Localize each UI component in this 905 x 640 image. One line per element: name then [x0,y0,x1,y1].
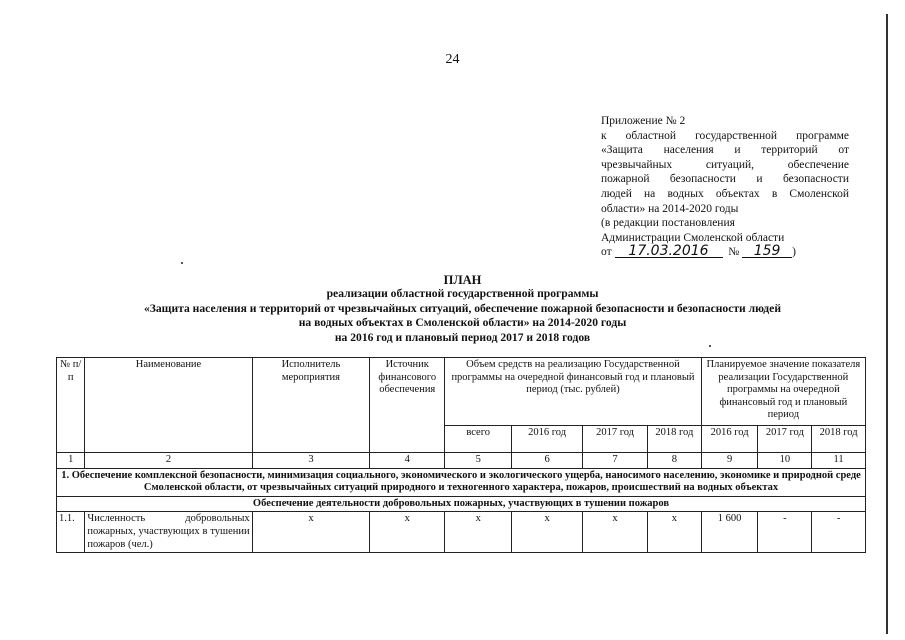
title-line: «Защита населения и территорий от чрезвычайных ситуаций, обеспечение пожарной безопасности и безопасности людей [143,301,782,315]
handwritten-number: 159 [742,245,792,258]
header-planned: Планируемое значение показателя реализации Государственной программы на очередной финансовый год и плановый период [701,358,865,426]
col-number: 8 [647,453,701,469]
title-line: на 2016 год и плановый период 2017 и 2018 годов [334,330,591,344]
row-plan-2017: - [758,512,812,553]
from-label: от [601,246,612,259]
appendix-line: чрезвычайных ситуаций, обеспечение [601,158,849,171]
col-number: 2 [85,453,252,469]
col-number: 4 [370,453,445,469]
row-name: Численность добровольных пожарных, участвующих в тушении пожаров (чел.) [85,512,252,553]
col-number: 1 [57,453,85,469]
section-title: 1. Обеспечение комплексной безопасности, минимизация социального, экономического и экологического ущерба, наносимого населению, экономике и природной среде Смоленской области, от чрезвычайных ситуаций природного и техногенного характера, пожаров, происшествий на водных объектах [57,468,866,496]
scan-speck [709,345,711,347]
number-label: № [728,246,740,259]
header-row [57,358,866,426]
header-funds: Объем средств на реализацию Государственной программы на очередной финансовый год и плановый период (тыс. рублей) [445,358,701,426]
plan-table [56,357,866,553]
header-plan-2016: 2016 год [701,426,758,453]
page-edge-line [886,14,888,634]
resolution-date-line [601,245,849,260]
header-executor: Исполнитель мероприятия [252,358,370,453]
appendix-line: Приложение № 2 [601,115,686,127]
col-number: 3 [252,453,370,469]
header-2018: 2018 год [647,426,701,453]
plan-title [60,273,865,345]
scan-speck [181,262,183,264]
subsection-title: Обеспечение деятельности добровольных пожарных, участвующих в тушении пожаров [57,496,866,512]
col-number: 6 [512,453,583,469]
col-number: 7 [583,453,648,469]
row-2018: х [647,512,701,553]
title-line: на водных объектах в Смоленской области» на 2014-2020 годы [298,316,627,330]
header-total: всего [445,426,512,453]
col-number: 9 [701,453,758,469]
header-num: № п/п [57,358,85,453]
row-source: х [370,512,445,553]
row-executor: х [252,512,370,553]
appendix-line: «Защита населения и территорий от [601,144,849,157]
subsection-row [57,496,866,512]
page-number: 24 [445,52,460,67]
appendix-line: Администрации Смоленской области [601,231,785,244]
col-number: 11 [812,453,866,469]
header-name: Наименование [85,358,252,453]
title-line: реализации областной государственной программы [326,287,599,301]
row-total: х [445,512,512,553]
row-2017: х [583,512,648,553]
header-plan-2018: 2018 год [812,426,866,453]
table-row [57,512,866,553]
appendix-line: людей на водных объектах в Смоленской [601,187,849,200]
row-2016: х [512,512,583,553]
appendix-line: области» на 2014-2020 годы [601,202,739,215]
header-plan-2017: 2017 год [758,426,812,453]
appendix-line: к областной государственной программе [601,129,849,142]
title-line: ПЛАН [443,273,482,287]
header-2017: 2017 год [583,426,648,453]
close-paren: ) [792,246,796,259]
header-2016: 2016 год [512,426,583,453]
row-plan-2018: - [812,512,866,553]
col-number: 5 [445,453,512,469]
handwritten-date: 17.03.2016 [615,245,723,258]
appendix-line: (в редакции постановления [601,217,735,230]
appendix-line: пожарной безопасности и безопасности [601,173,849,186]
col-number: 10 [758,453,812,469]
appendix-block [601,114,849,260]
row-num: 1.1. [57,512,85,553]
row-plan-2016: 1 600 [701,512,758,553]
section-row [57,468,866,496]
column-numbers-row [57,453,866,469]
header-source: Источник финансового обеспечения [370,358,445,453]
